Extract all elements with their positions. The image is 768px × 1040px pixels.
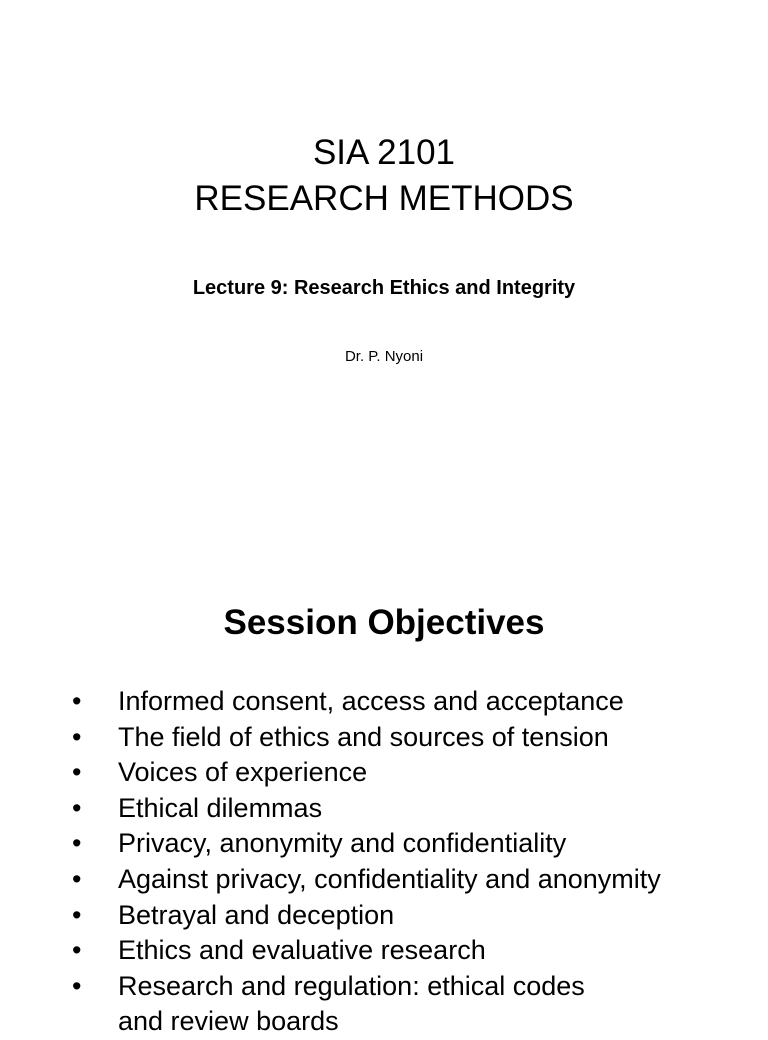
course-name: RESEARCH METHODS [194, 179, 574, 218]
list-item [0, 826, 768, 862]
objectives-title: Session Objectives [223, 603, 545, 642]
list-item [0, 684, 768, 720]
list-item-text: Against privacy, confidentiality and anonymity [118, 863, 661, 894]
bullet-icon: • [72, 970, 82, 1001]
list-item-text: Privacy, anonymity and confidentiality [118, 828, 567, 859]
list-item [0, 720, 768, 756]
bullet-icon: • [72, 792, 82, 823]
bullet-icon: • [72, 935, 82, 966]
list-item-continuation [0, 1004, 768, 1040]
list-item [0, 791, 768, 827]
list-item [0, 969, 768, 1005]
list-item [0, 862, 768, 898]
list-item-text: Voices of experience [118, 757, 368, 788]
list-item [0, 898, 768, 934]
lecture-title: Lecture 9: Research Ethics and Integrity [192, 277, 576, 299]
list-item-text: Betrayal and deception [118, 899, 395, 930]
list-item-text: Ethical dilemmas [118, 792, 323, 823]
bullet-icon: • [72, 757, 82, 788]
bullet-icon: • [72, 828, 82, 859]
bullet-icon: • [72, 899, 82, 930]
list-item [0, 933, 768, 969]
list-item-text: and review boards [118, 1006, 339, 1037]
objectives-list [0, 684, 768, 1040]
objectives-slide [0, 530, 768, 1037]
list-item [0, 755, 768, 791]
list-item-text: Informed consent, access and acceptance [118, 686, 624, 716]
bullet-icon: • [72, 863, 82, 894]
list-item-text: Ethics and evaluative research [118, 935, 486, 966]
list-item-text: Research and regulation: ethical codes [118, 970, 585, 1001]
bullet-icon: • [72, 686, 82, 716]
list-item-text: The field of ethics and sources of tension [118, 721, 609, 752]
course-code: SIA 2101 [312, 133, 456, 172]
author-name: Dr. P. Nyoni [344, 348, 424, 365]
bullet-icon: • [72, 721, 82, 752]
